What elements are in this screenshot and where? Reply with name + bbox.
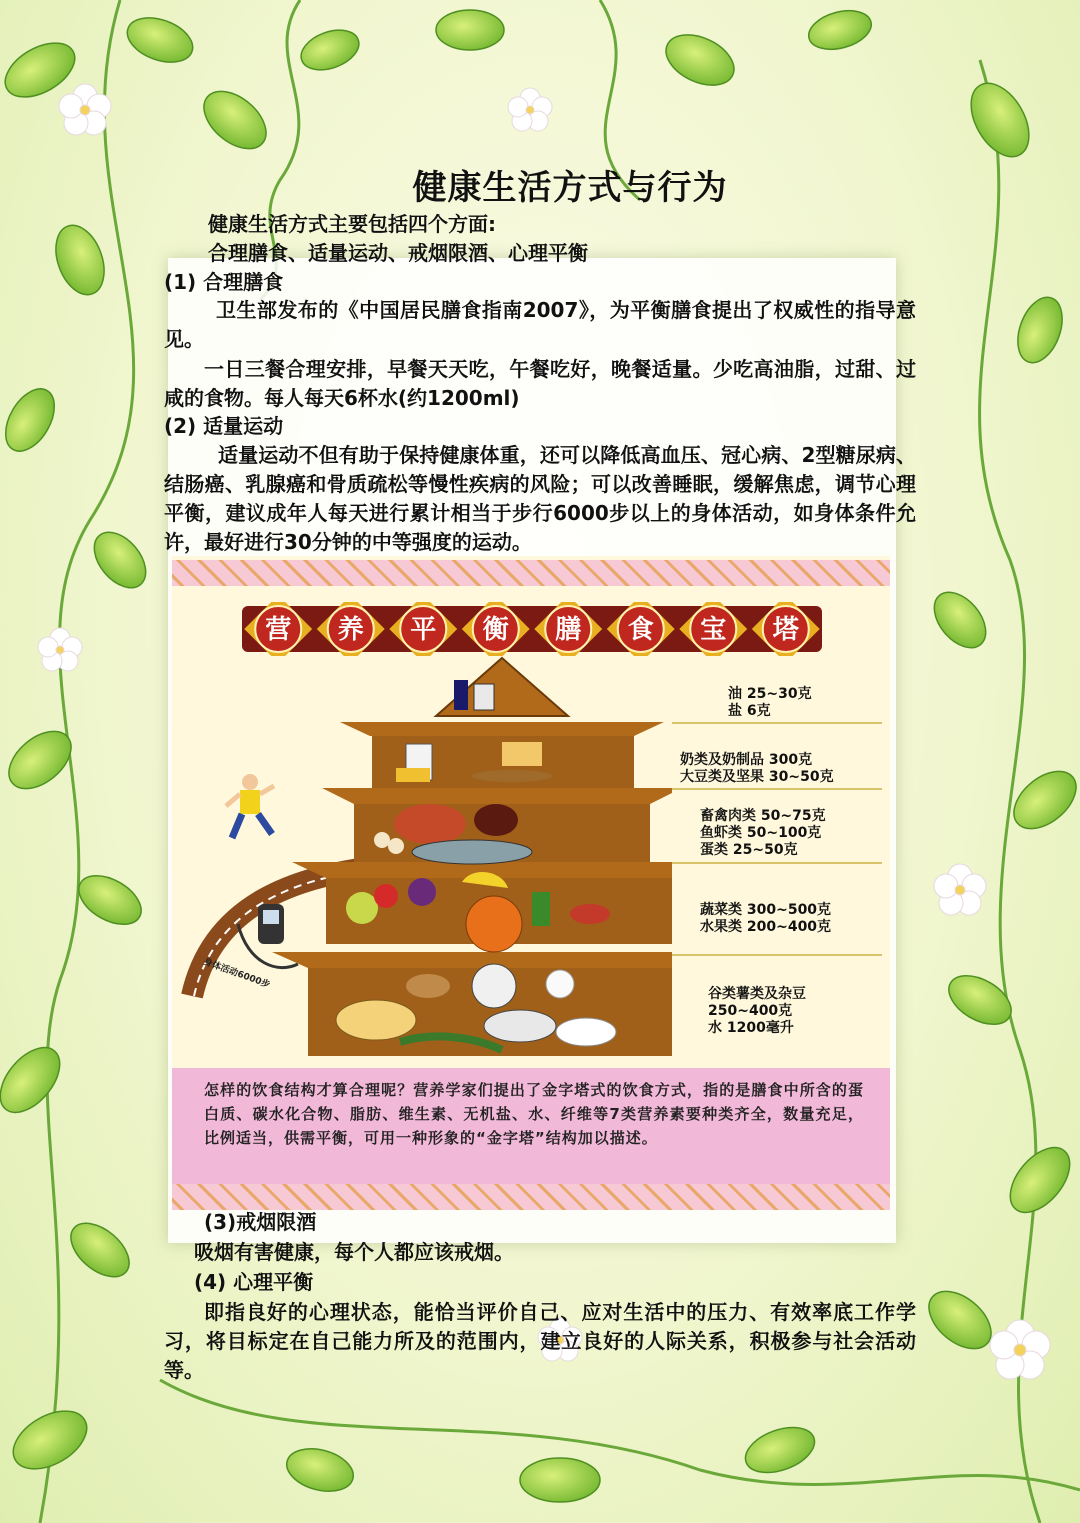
pyramid-level-dairy-soy: 奶类及奶制品 300克 大豆类及坚果 30~50克 — [680, 752, 834, 785]
section-3-heading: (3)戒烟限酒 — [204, 1210, 317, 1234]
decorative-border-bottom — [172, 1184, 890, 1210]
page-title: 健康生活方式与行为 — [412, 168, 728, 208]
section-2-paragraph: 适量运动不但有助于保持健康体重，还可以降低高血压、冠心病、2型糖尿病、结肠癌、乳腺癌和骨质疏松等慢性疾病的风险；可以改善睡眠，缓解焦虑，调节心理平衡，建议成年人每天进行累计相当于步行6000步以上的身体活动，如身体条件允许，最好进行30分钟的中等强度的运动。 — [164, 443, 916, 554]
banner-char: 营 — [265, 615, 292, 645]
runner-icon — [226, 774, 274, 838]
section-1-paragraph-2: 一日三餐合理安排，早餐天天吃，午餐吃好，晚餐适量。少吃高油脂，过甜、过咸的食物。每人每天6杯水(约1200ml) — [164, 357, 916, 410]
pyramid-level-grains-water: 谷类薯类及杂豆 250~400克 水 1200毫升 — [708, 986, 806, 1036]
decorative-border-top — [172, 560, 890, 586]
banner-char: 平 — [410, 615, 437, 645]
track-label: 身体活动6000步 — [201, 957, 272, 991]
banner-char: 膳 — [555, 615, 582, 645]
intro-line-2: 合理膳食、适量运动、戒烟限酒、心理平衡 — [208, 241, 588, 265]
banner-char: 塔 — [772, 615, 799, 645]
pyramid-description-box — [172, 1068, 890, 1184]
section-4-paragraph: 即指良好的心理状态，能恰当评价自己、应对生活中的压力、有效率底工作学习，将目标定在自己能力所及的范围内，建立良好的人际关系，积极参与社会活动等。 — [164, 1300, 916, 1382]
intro-line-1: 健康生活方式主要包括四个方面: — [208, 212, 496, 236]
pyramid-description: 怎样的饮食结构才算合理呢？营养学家们提出了金字塔式的饮食方式，指的是膳食中所含的蛋白质、碳水化合物、脂肪、维生素、无机盐、水、纤维等7类营养素要种类齐全，数量充足，比例适当，供需平衡，可用一种形象的“金字塔”结构加以描述。 — [204, 1081, 864, 1147]
separator — [672, 862, 882, 864]
section-2-heading: (2) 适量运动 — [164, 414, 284, 438]
food-pyramid-illustration — [172, 656, 672, 1061]
banner-char: 宝 — [700, 615, 727, 645]
banner-char: 衡 — [482, 615, 509, 645]
section-3-paragraph: 吸烟有害健康，每个人都应该戒烟。 — [194, 1240, 514, 1264]
section-4-heading: (4) 心理平衡 — [194, 1270, 314, 1294]
section-1-heading: (1) 合理膳食 — [164, 270, 284, 294]
separator — [672, 954, 882, 956]
pyramid-level-meat-fish-egg: 畜禽肉类 50~75克 鱼虾类 50~100克 蛋类 25~50克 — [700, 808, 826, 858]
separator — [672, 722, 882, 724]
pyramid-level-oil-salt: 油 25~30克 盐 6克 — [728, 686, 812, 719]
banner-char: 养 — [337, 615, 364, 645]
banner-char: 食 — [627, 615, 654, 645]
food-pyramid-card — [172, 556, 890, 1208]
section-1-paragraph-1: 卫生部发布的《中国居民膳食指南2007》，为平衡膳食提出了权威性的指导意见。 — [164, 298, 916, 351]
pyramid-banner — [242, 602, 822, 656]
pyramid-level-vegetables-fruit: 蔬菜类 300~500克 水果类 200~400克 — [700, 902, 832, 935]
separator — [672, 788, 882, 790]
